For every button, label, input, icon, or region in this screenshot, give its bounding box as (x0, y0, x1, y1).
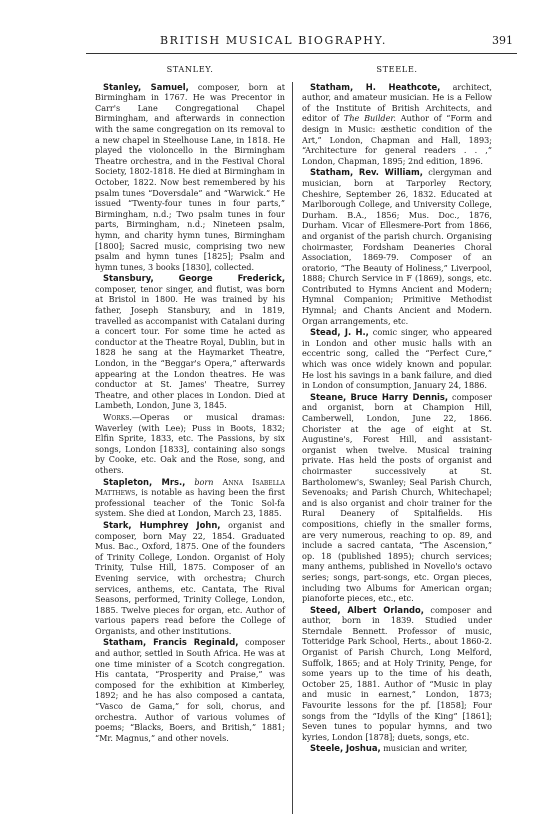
entry-text: musician and writer, (380, 743, 468, 754)
running-header (0, 34, 547, 50)
entry-name: Stark, Humphrey John, (103, 519, 221, 530)
entry-steed (302, 605, 492, 743)
entry-stanley-samuel (95, 82, 285, 273)
entry-name: Statham, Rev. William, (310, 167, 423, 178)
entry-text: architect, author, and amateur musician. He is a Fellow of the Institute of British Architects, and editor of (302, 81, 492, 124)
header-rule (86, 53, 517, 54)
entry-text: composer and author, born in 1839. Studied under Sterndale Bennett. Professor of music, Totteridge Park School, Herts., about 1860-2. Organist of Parish Church, Long Melford, Suffolk, 1865; and at Holy Trinity, Penge, for some years up to the time of his death, October 25, 1881. Author of “Music in play and music in earnest,” London, 1873; Favourite lessons for the pf. [1858]; Four songs from the “Idylls of the King” [1861]; Seven tunes to popular hymns, and two kyries, London [1878]; duets, songs, etc. (302, 604, 493, 742)
entry-text: clergyman and musician, born at Tarporley Rectory, Cheshire, September 26, 1832. Educated at Marlborough College, and University College, Durham. B.A., 1856; Mus. Doc., 1876, Durham. Vicar of Ellesmere-Port from 1866, and organist of the parish church. Organising choirmaster, Fordsham Deaneries Choral Association, 1869-79. Composer of an oratorio, “The Beauty of Holiness,” Liverpool, 1888; Church Service in F (1869), songs, etc. Contributed to Hymns Ancient and Modern; Hymnal Companion; Primitive Methodist Hymnal; and Chants Ancient and Modern. Organ arrangements, etc. (302, 167, 492, 326)
entry-stansbury-works (95, 412, 285, 476)
right-column-heading: STEELE. (376, 64, 418, 74)
entry-stead (302, 327, 492, 391)
entry-name: Statham, Francis Reginald, (103, 637, 239, 648)
entry-name: Stead, J. H., (310, 327, 369, 338)
entry-text: composer and author, settled in South Africa. He was at one time minister of a Scotch congregation. His cantata, “Prosperity and Praise,” was composed for the exhibition at Kimberley, 1892; and he has also composed a cantata, “Vasco de Gama,” for soli, chorus, and orchestra. Author of various volumes of poems; “Blacks, Boers, and British,” 1881; “Mr. Magnus,” and other novels. (95, 637, 285, 743)
entry-name: Stansbury, George Frederick, (103, 273, 285, 284)
entry-name: Steane, Bruce Harry Dennis, (310, 391, 449, 402)
entry-stapleton (95, 477, 285, 519)
entry-name: Stanley, Samuel, (103, 81, 189, 92)
entry-name: Statham, H. Heathcote, (310, 81, 441, 92)
entry-steele (302, 743, 492, 754)
entry-text: composer and organist, born at Champion Hill, Camberwell, London, June 22, 1866. Chorister at the age of eight at St. Augustine's, Forest Hill, and assistant-organist when twelve. Musical training private. Has held the posts of organist and choirmaster successively at St. Bartholomew's, Swanley; Seal Parish Church, Sevenoaks; and Parish Church, Whitechapel; and is also organist and choir trainer for the Rural Deanery of Spitalfields. His compositions, chiefly in the smaller forms, are very numerous, reaching to op. 89, and include a sacred cantata, “The Ascension,” op. 18 (published 1895); church services; many anthems, published in Novello's octavo series; songs, part-songs, etc. Organ pieces, including two Albums for American organ; pianoforte pieces, etc., etc. (302, 391, 492, 604)
column-separator (292, 82, 293, 814)
entry-name: Steele, Joshua, (310, 743, 381, 754)
entry-born: born (185, 476, 223, 487)
entry-text: , is notable as having been the first professional teacher of the Tonic Sol-fa system. She died at London, March 23, 1885. (95, 487, 285, 519)
entry-text-continued: Author of “Form and design in Music: æsthetic condition of the Art,” London, Chapman and Hall, 1893; “Architecture for general readers . . ,” London, Chapman, 1895; 2nd edition, 1896. (302, 113, 492, 166)
entry-name: Steed, Albert Orlando, (310, 604, 424, 615)
entry-text: composer, born at Birmingham in 1767. He was Precentor in Carr's Lane Congregational Chapel Birmingham, and afterwards in connection with the same congregation on its removal to a new chapel in Steelhouse Lane, in 1818. He played the violoncello in the Birmingham Theatre orchestra, and in the Festival Choral Society, 1802-1818. He died at Birmingham in October, 1822. Now best remembered by his psalm tunes “Doversdale” and “Warwick.” He issued “Twenty-four tunes in four parts,” Birmingham, n.d.; Two psalm tunes in four parts, Birmingham, n.d.; Nineteen psalm, hymn, and charity hymn tunes, Birmingham [1800]; Sacred music, comprising two new psalm and hymn tunes [1825]; Psalm and hymn tunes, 3 books [1830], collected. (95, 81, 285, 272)
entry-text: composer, tenor singer, and flutist, was born at Bristol in 1800. He was trained by his father, Joseph Stansbury, and in 1819, travelled as accompanist with Catalani during a concert tour. For some time he acted as conductor at the Theatre Royal, Dublin, but in 1828 he sang at the Haymarket Theatre, London, in the “Beggar's Opera,” afterwards appearing at the London theatres. He was conductor at St. James' Theatre, Surrey Theatre, and other places in London. Died at Lambeth, London, June 3, 1845. (95, 283, 285, 411)
entry-statham-francis (95, 637, 285, 743)
page-number: 391 (492, 34, 513, 47)
entry-statham-heathcote (302, 82, 492, 167)
entry-statham-william (302, 167, 492, 326)
entry-stark (95, 520, 285, 637)
left-column-heading: STANLEY. (166, 64, 214, 74)
works-label: Works. (103, 412, 132, 422)
entry-name: Stapleton, Mrs., (103, 476, 186, 487)
left-column (95, 64, 285, 744)
right-column (302, 64, 492, 755)
entry-stansbury (95, 273, 285, 411)
entry-text: comic singer, who appeared in London and other music halls with an eccentric song, called the “Perfect Cure,” which was once widely known and popular. He lost his savings in a bank failure, and died in London of consumption, January 24, 1886. (302, 327, 492, 391)
entry-journal-title: The Builder. (343, 113, 396, 124)
entry-text: organist and composer, born May 22, 1854. Graduated Mus. Bac., Oxford, 1875. One of the founders of Trinity College, London. Organist of Holy Trinity, Tulse Hill, 1875. Composer of an Evening service, with orchestra; Church services, anthems, etc. Cantata, The Rival Seasons, performed, Trinity College, London, 1885. Twelve pieces for organ, etc. Author of various papers read before the College of Organists, and other institutions. (95, 519, 285, 636)
running-title: BRITISH MUSICAL BIOGRAPHY. (160, 34, 387, 47)
entry-steane (302, 392, 492, 604)
works-text: —Operas or musical dramas: Waverley (with Lee); Puss in Boots, 1832; Elfin Sprite, 1833, etc. The Passions, by six songs, London [1833], containing also songs by Cooke, etc. Oak and the Rose, song, and others. (95, 412, 285, 475)
entry-maiden-name: Anna Isabella Matthews (95, 476, 285, 498)
